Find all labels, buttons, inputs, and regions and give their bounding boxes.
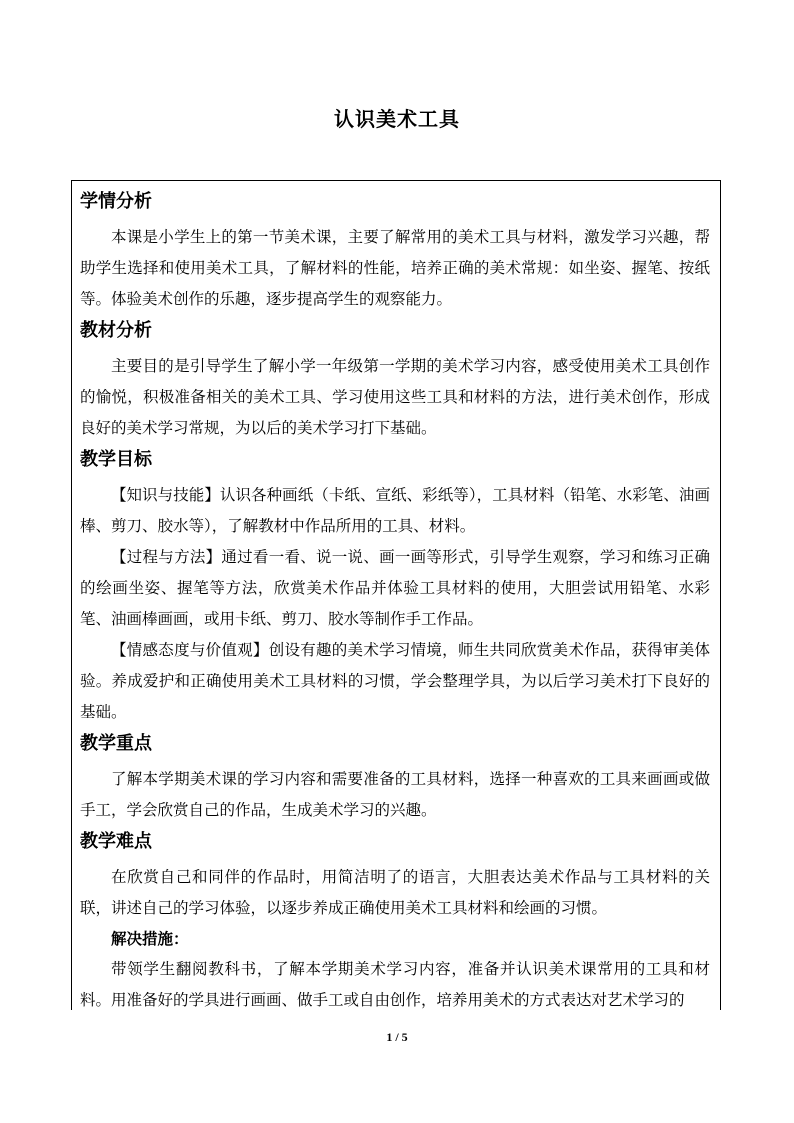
goal-process-methods-text: 通过看一看、说一说、画一画等形式，引导学生观察，学习和练习正确的绘画坐姿、握笔等方法，欣赏美术作品并体验工具材料的使用，大胆尝试用铅笔、水彩笔、油画棒画画，或用卡纸、剪刀、胶水等制作手工作品。 xyxy=(80,548,710,628)
goal-process-methods-tag: 【过程与方法】 xyxy=(111,548,222,566)
section-heading-learner-analysis: 学情分析 xyxy=(80,191,152,212)
goal-attitude-values-tag: 【情感态度与价值观】 xyxy=(111,641,269,659)
section-heading-textbook-analysis: 教材分析 xyxy=(80,320,152,341)
key-points-paragraph: 了解本学期美术课的学习内容和需要准备的工具材料，选择一种喜欢的工具来画画或做手工，学会欣赏自己的作品，生成美术学习的兴趣。 xyxy=(80,770,710,819)
goal-knowledge-skills-tag: 【知识与技能】 xyxy=(111,486,220,504)
learner-analysis-paragraph: 本课是小学生上的第一节美术课，主要了解常用的美术工具与材料，激发学习兴趣，帮助学生选择和使用美术工具，了解材料的性能，培养正确的美术常规：如坐姿、握笔、按纸等。体验美术创作的乐趣，逐步提高学生的观察能力。 xyxy=(80,228,710,308)
goal-attitude-values-text: 创设有趣的美术学习情境，师生共同欣赏美术作品，获得审美体验。养成爱护和正确使用美术工具材料的习惯，学会整理学具，为以后学习美术打下良好的基础。 xyxy=(80,641,710,721)
solution-measures-label: 解决措施： xyxy=(111,930,189,948)
difficulties-paragraph: 在欣赏自己和同伴的作品时，用简洁明了的语言，大胆表达美术作品与工具材料的关联，讲述自己的学习体验，以逐步养成正确使用美术工具材料和绘画的习惯。 xyxy=(80,868,710,917)
textbook-analysis-paragraph: 主要目的是引导学生了解小学一年级第一学期的美术学习内容，感受使用美术工具创作的愉悦，积极准备相关的美术工具、学习使用这些工具和材料的方法，进行美术创作，形成良好的美术学习常规，为以后的美术学习打下基础。 xyxy=(80,357,710,437)
section-heading-teaching-goals: 教学目标 xyxy=(80,449,152,470)
document-title: 认识美术工具 xyxy=(334,107,460,131)
goal-knowledge-skills-text: 认识各种画纸（卡纸、宣纸、彩纸等），工具材料（铅笔、水彩笔、油画棒、剪刀、胶水等），了解教材中作品所用的工具、材料。 xyxy=(80,486,710,535)
content-frame xyxy=(71,180,721,1010)
section-heading-key-points: 教学重点 xyxy=(80,733,152,754)
goal-process-methods xyxy=(80,542,710,635)
solution-measures-paragraph: 带领学生翻阅教科书，了解本学期美术学习内容，准备并认识美术课常用的工具和材料。用准备好的学具进行画画、做手工或自由创作，培养用美术的方式表达对艺术学习的 xyxy=(80,960,710,1009)
goal-attitude-values xyxy=(80,635,710,728)
section-heading-difficulties: 教学难点 xyxy=(80,831,152,852)
content-body xyxy=(72,181,720,1010)
page-number: 1 / 5 xyxy=(386,1030,408,1044)
goal-knowledge-skills xyxy=(80,480,710,542)
